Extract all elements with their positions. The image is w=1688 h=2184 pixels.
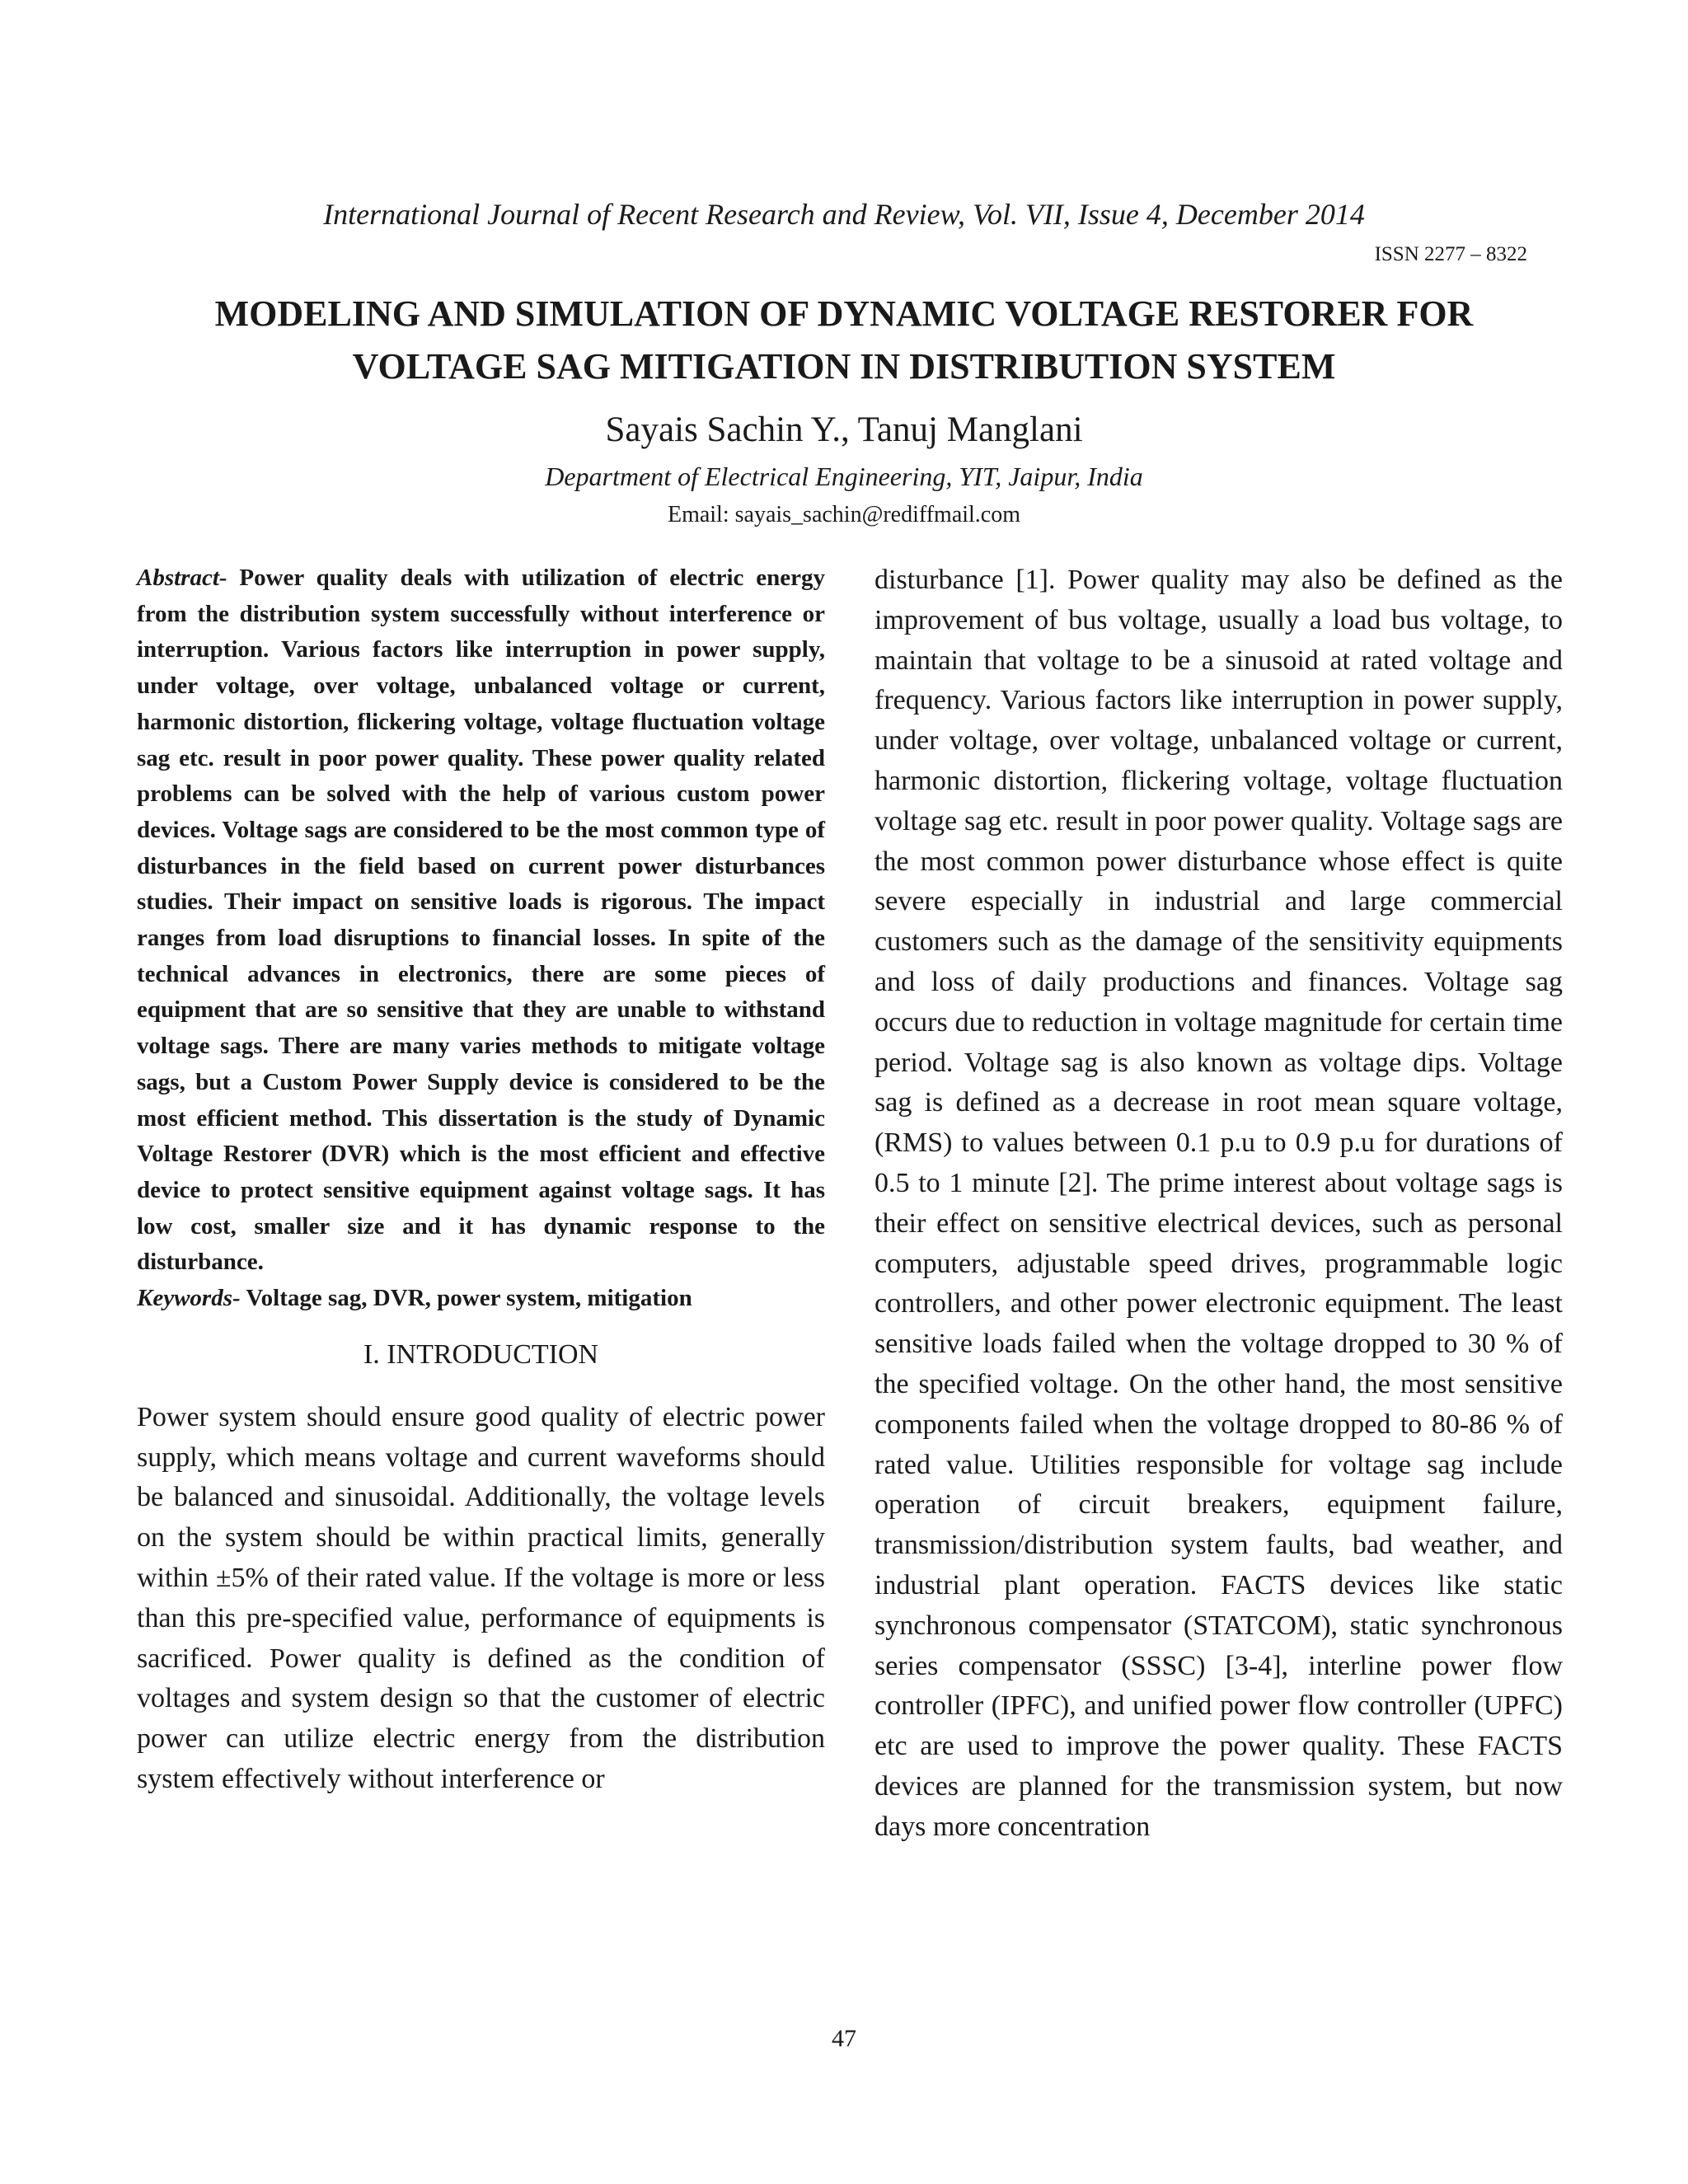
section-heading-introduction: I. INTRODUCTION <box>363 1338 599 1370</box>
abstract-label: Abstract- <box>137 565 227 591</box>
keywords-label: Keywords- <box>137 1285 241 1312</box>
paper-title <box>0 288 1688 393</box>
issn-label: ISSN 2277 – 8322 <box>1374 243 1527 265</box>
left-column <box>137 560 825 1800</box>
keywords-text: Voltage sag, DVR, power system, mitigation <box>240 1285 692 1312</box>
author-list: Sayais Sachin Y., Tanuj Manglani <box>605 410 1083 449</box>
right-column <box>874 560 1563 1848</box>
abstract-paragraph <box>137 560 825 1281</box>
author-affiliation: Department of Electrical Engineering, YIT, Jaipur, India <box>545 462 1143 491</box>
paper-title-line-1: MODELING AND SIMULATION OF DYNAMIC VOLTAGE RESTORER FOR <box>214 293 1474 334</box>
author-email: Email: sayais_sachin@rediffmail.com <box>667 502 1021 527</box>
journal-header: International Journal of Recent Research and Review, Vol. VII, Issue 4, December 2014 <box>323 198 1365 231</box>
introduction-paragraph-right: disturbance [1]. Power quality may also be defined as the improvement of bus voltage, usually a load bus voltage, to maintain that voltage to be a sinusoid at rated voltage and frequency. Various factors like interruption in power supply, under voltage, over voltage, unbalanced voltage or current, harmonic distortion, flickering voltage, voltage fluctuation voltage sag etc. result in poor power quality. Voltage sags are the most common power disturbance whose effect is quite severe especially in industrial and large commercial customers such as the damage of the sensitivity equipments and loss of daily productions and finances. Voltage sag occurs due to reduction in voltage magnitude for certain time period. Voltage sag is also known as voltage dips. Voltage sag is defined as a decrease in root mean square voltage, (RMS) to values between 0.1 p.u to 0.9 p.u for durations of 0.5 to 1 minute [2]. The prime interest about voltage sags is their effect on sensitive electrical devices, such as personal computers, adjustable speed drives, programmable logic controllers, and other power electronic equipment. The least sensitive loads failed when the voltage dropped to 30 % of the specified voltage. On the other hand, the most sensitive components failed when the voltage dropped to 80-86 % of rated value. Utilities responsible for voltage sag include operation of circuit breakers, equipment failure, transmission/distribution system faults, bad weather, and industrial plant operation. FACTS devices like static synchronous compensator (STATCOM), static synchronous series compensator (SSSC) [3-4], interline power flow controller (IPFC), and unified power flow controller (UPFC) etc are used to improve the power quality. These FACTS devices are planned for the transmission system, but now days more concentration <box>874 565 1563 1842</box>
introduction-paragraph-left: Power system should ensure good quality of electric power supply, which means voltage and current waveforms should be balanced and sinusoidal. Additionally, the voltage levels on the system should be within practical limits, generally within ±5% of their rated value. If the voltage is more or less than this pre-specified value, performance of equipments is sacrificed. Power quality is defined as the condition of voltages and system design so that the customer of electric power can utilize electric energy from the distribution system effectively without interference or <box>137 1401 825 1794</box>
abstract-text: Power quality deals with utilization of electric energy from the distribution system successfully without interference or interruption. Various factors like interruption in power supply, under voltage, over voltage, unbalanced voltage or current, harmonic distortion, flickering voltage, voltage fluctuation voltage sag etc. result in poor power quality. These power quality related problems can be solved with the help of various custom power devices. Voltage sags are considered to be the most common type of disturbances in the field based on current power disturbances studies. Their impact on sensitive loads is rigorous. The impact ranges from load disruptions to financial losses. In spite of the technical advances in electronics, there are some pieces of equipment that are so sensitive that they are unable to withstand voltage sags. There are many varies methods to mitigate voltage sags, but a Custom Power Supply device is considered to be the most efficient method. This dissertation is the study of Dynamic Voltage Restorer (DVR) which is the most efficient and effective device to protect sensitive equipment against voltage sags. It has low cost, smaller size and it has dynamic response to the disturbance. <box>137 565 825 1276</box>
keywords-paragraph <box>137 1281 825 1317</box>
page-number: 47 <box>832 2025 856 2052</box>
paper-title-line-2: VOLTAGE SAG MITIGATION IN DISTRIBUTION SYSTEM <box>352 346 1336 387</box>
